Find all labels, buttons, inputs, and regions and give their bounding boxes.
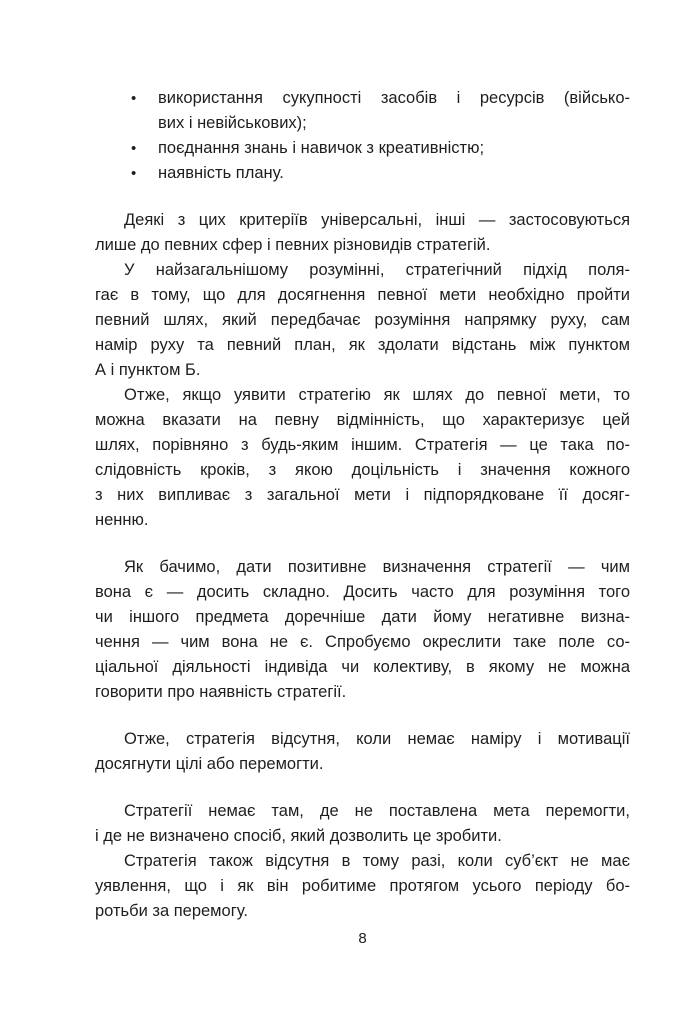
text-line [95,308,630,333]
text-line-content: Стратегія також відсутня в тому разі, коли суб’єкт не має [124,852,630,870]
text-line [95,727,630,752]
paragraph [95,799,630,849]
text-line [95,283,630,308]
text-line-content: ротьби за перемогу. [95,902,248,920]
text-line [95,508,630,533]
text-line-content: вона є — досить складно. Досить часто для розуміння того [95,583,630,601]
text-line [95,383,630,408]
text-line [95,86,630,111]
bullet-icon: • [131,90,137,107]
text-line [95,655,630,680]
text-line-content: Як бачимо, дати позитивне визначення стратегії — чим [124,558,630,576]
text-line [95,408,630,433]
text-line [95,605,630,630]
paragraph [95,258,630,383]
paragraph [95,849,630,924]
text-line [95,136,630,161]
text-line-content: і де не визначено спосіб, який дозволить це зробити. [95,827,502,845]
text-line [95,824,630,849]
text-line [95,580,630,605]
text-line [95,333,630,358]
text-line-content: чи іншого предмета доречніше дати йому негативне визна- [95,608,630,626]
text-line [95,849,630,874]
text-line-content: досягнути цілі або перемогти. [95,755,324,773]
text-line [95,233,630,258]
text-line-content: поєднання знань і навичок з креативністю; [158,139,485,157]
paragraph [95,555,630,705]
text-line-content: Стратегії немає там, де не поставлена мета перемогти, [124,802,630,820]
text-line-content: чення — чим вона не є. Спробуємо окреслити таке поле со- [95,633,630,651]
text-line-content: уявлення, що і як він робитиме протягом усього періоду бо- [95,877,630,895]
page-number: 8 [358,930,367,947]
text-line-content: певний шлях, який передбачає розуміння напрямку руху, сам [95,311,630,329]
text-line [95,630,630,655]
text-line [95,358,630,383]
paragraph [95,383,630,533]
text-line-content: У найзагальнішому розумінні, стратегічний підхід поля- [124,261,630,279]
text-line-content: з них випливає з загальної мети і підпорядковане її досяг- [95,486,630,504]
text-line-content: намір руху та певний план, як здолати відстань між пунктом [95,336,630,354]
paragraph [95,727,630,777]
text-line-content: використання сукупності засобів і ресурсів (військо- [158,89,630,107]
text-line [95,161,630,186]
text-line [95,899,630,924]
text-line-content: слідовність кроків, з якою доцільність і значення кожного [95,461,630,479]
text-line [95,752,630,777]
bullet-icon: • [131,165,137,182]
text-line [95,258,630,283]
text-line-content: наявність плану. [158,164,284,182]
text-line-content: гає в тому, що для досягнення певної мети необхідно пройти [95,286,630,304]
text-line [95,680,630,705]
page-text-content [95,86,630,924]
text-line-content: А і пунктом Б. [95,361,201,379]
text-line [95,433,630,458]
text-line-content: шлях, порівняно з будь-яким іншим. Стратегія — це така по- [95,436,630,454]
bullet-icon: • [131,140,137,157]
text-line-content: говорити про наявність стратегії. [95,683,347,701]
text-line-content: ціальної діяльності індивіда чи колективу, в якому не можна [95,658,630,676]
text-line-content: ненню. [95,511,149,529]
text-line [95,208,630,233]
bullet-list [95,86,630,186]
text-line-content: лише до певних сфер і певних різновидів стратегій. [95,236,491,254]
text-line [95,111,630,136]
text-line [95,555,630,580]
text-line [95,874,630,899]
paragraph [95,208,630,258]
text-line-content: Отже, якщо уявити стратегію як шлях до певної мети, то [124,386,630,404]
text-line-content: вих і невійськових); [158,114,307,132]
text-line-content: Отже, стратегія відсутня, коли немає наміру і мотивації [124,730,630,748]
text-line [95,458,630,483]
text-line [95,483,630,508]
text-line-content: можна вказати на певну відмінність, що характеризує цей [95,411,630,429]
text-line-content: Деякі з цих критеріїв універсальні, інші — застосовуються [124,211,630,229]
text-line [95,799,630,824]
